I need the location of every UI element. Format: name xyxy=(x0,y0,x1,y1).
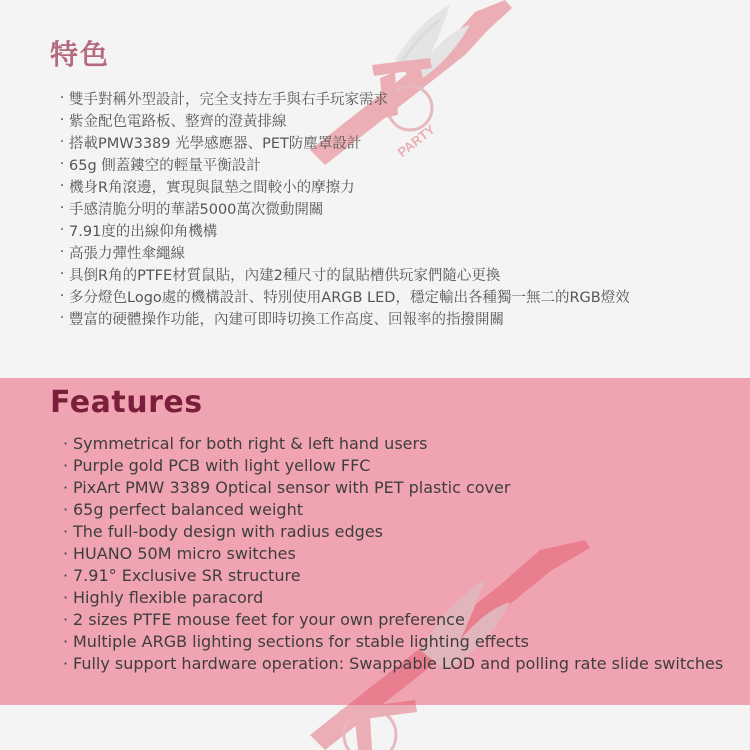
bullet: · xyxy=(62,565,69,585)
list-item xyxy=(58,520,723,542)
bullet: · xyxy=(59,112,65,128)
bullet: · xyxy=(59,90,65,106)
list-item-text: 手感清脆分明的華諾5000萬次微動開關 xyxy=(69,201,324,218)
bullet: · xyxy=(59,200,65,216)
list-item-text: 7.91度的出線仰角機構 xyxy=(69,223,218,240)
bullet: · xyxy=(59,222,65,238)
list-item-text: 多分燈色Logo處的機構設計、特別使用ARGB LED，穩定輸出各種獨一無二的RGB燈效 xyxy=(69,289,630,306)
bullet: · xyxy=(59,288,65,304)
list-item xyxy=(58,564,723,586)
list-item-text: 雙手對稱外型設計，完全支持左手與右手玩家需求 xyxy=(69,91,388,108)
list-item xyxy=(55,153,630,175)
bullet: · xyxy=(62,433,69,453)
list-item xyxy=(55,109,630,131)
list-item-text: 豐富的硬體操作功能，內建可即時切換工作高度、回報率的指撥開關 xyxy=(69,311,504,328)
list-item xyxy=(55,131,630,153)
list-item xyxy=(58,542,723,564)
list-item-text: 2 sizes PTFE mouse feet for your own preference xyxy=(73,609,465,629)
list-item xyxy=(58,432,723,454)
zh-features-list xyxy=(55,87,630,329)
bullet: · xyxy=(62,477,69,497)
bullet: · xyxy=(59,156,65,172)
list-item xyxy=(58,586,723,608)
bullet: · xyxy=(62,653,69,673)
list-item xyxy=(58,652,723,674)
list-item-text: 65g 側蓋鏤空的輕量平衡設計 xyxy=(69,157,261,174)
bullet: · xyxy=(62,587,69,607)
bullet: · xyxy=(62,455,69,475)
en-features-list xyxy=(58,432,723,674)
list-item-text: PixArt PMW 3389 Optical sensor with PET plastic cover xyxy=(73,477,511,497)
list-item xyxy=(58,630,723,652)
bullet: · xyxy=(59,310,65,326)
list-item xyxy=(55,263,630,285)
list-item-text: 高張力彈性傘繩線 xyxy=(69,245,185,262)
list-item xyxy=(55,285,630,307)
list-item-text: HUANO 50M micro switches xyxy=(73,543,296,563)
list-item xyxy=(55,307,630,329)
list-item-text: 65g perfect balanced weight xyxy=(73,499,303,519)
bullet: · xyxy=(62,543,69,563)
bullet: · xyxy=(62,521,69,541)
list-item-text: 紫金配色電路板、整齊的澄黃排線 xyxy=(69,113,287,130)
list-item xyxy=(55,219,630,241)
list-item-text: 機身R角滾邊，實現與鼠墊之間較小的摩擦力 xyxy=(69,179,355,196)
bullet: · xyxy=(59,178,65,194)
list-item-text: The full-body design with radius edges xyxy=(73,521,384,541)
list-item-text: Symmetrical for both right & left hand users xyxy=(73,433,428,453)
zh-features-title: 特色 xyxy=(50,38,111,71)
list-item xyxy=(55,241,630,263)
bullet: · xyxy=(59,134,65,150)
bullet: · xyxy=(62,499,69,519)
bullet: · xyxy=(62,609,69,629)
bottom-strip xyxy=(0,705,750,750)
list-item-text: Multiple ARGB lighting sections for stable lighting effects xyxy=(73,631,529,651)
bullet: · xyxy=(62,631,69,651)
list-item xyxy=(58,454,723,476)
bullet: · xyxy=(59,244,65,260)
list-item-text: 具倒R角的PTFE材質鼠貼，內建2種尺寸的鼠貼槽供玩家們隨心更換 xyxy=(69,267,501,284)
watermark-logo-text: PARTY xyxy=(394,121,438,160)
list-item-text: Purple gold PCB with light yellow FFC xyxy=(73,455,371,475)
list-item xyxy=(55,175,630,197)
list-item xyxy=(58,476,723,498)
list-item xyxy=(55,87,630,109)
list-item-text: 搭載PMW3389 光學感應器、PET防塵罩設計 xyxy=(69,135,362,152)
list-item xyxy=(58,608,723,630)
list-item-text: Highly flexible paracord xyxy=(73,587,264,607)
list-item xyxy=(55,197,630,219)
list-item-text: 7.91° Exclusive SR structure xyxy=(73,565,301,585)
list-item-text: Fully support hardware operation: Swappable LOD and polling rate slide switches xyxy=(73,653,724,673)
en-features-title: Features xyxy=(50,385,203,420)
list-item xyxy=(58,498,723,520)
bullet: · xyxy=(59,266,65,282)
